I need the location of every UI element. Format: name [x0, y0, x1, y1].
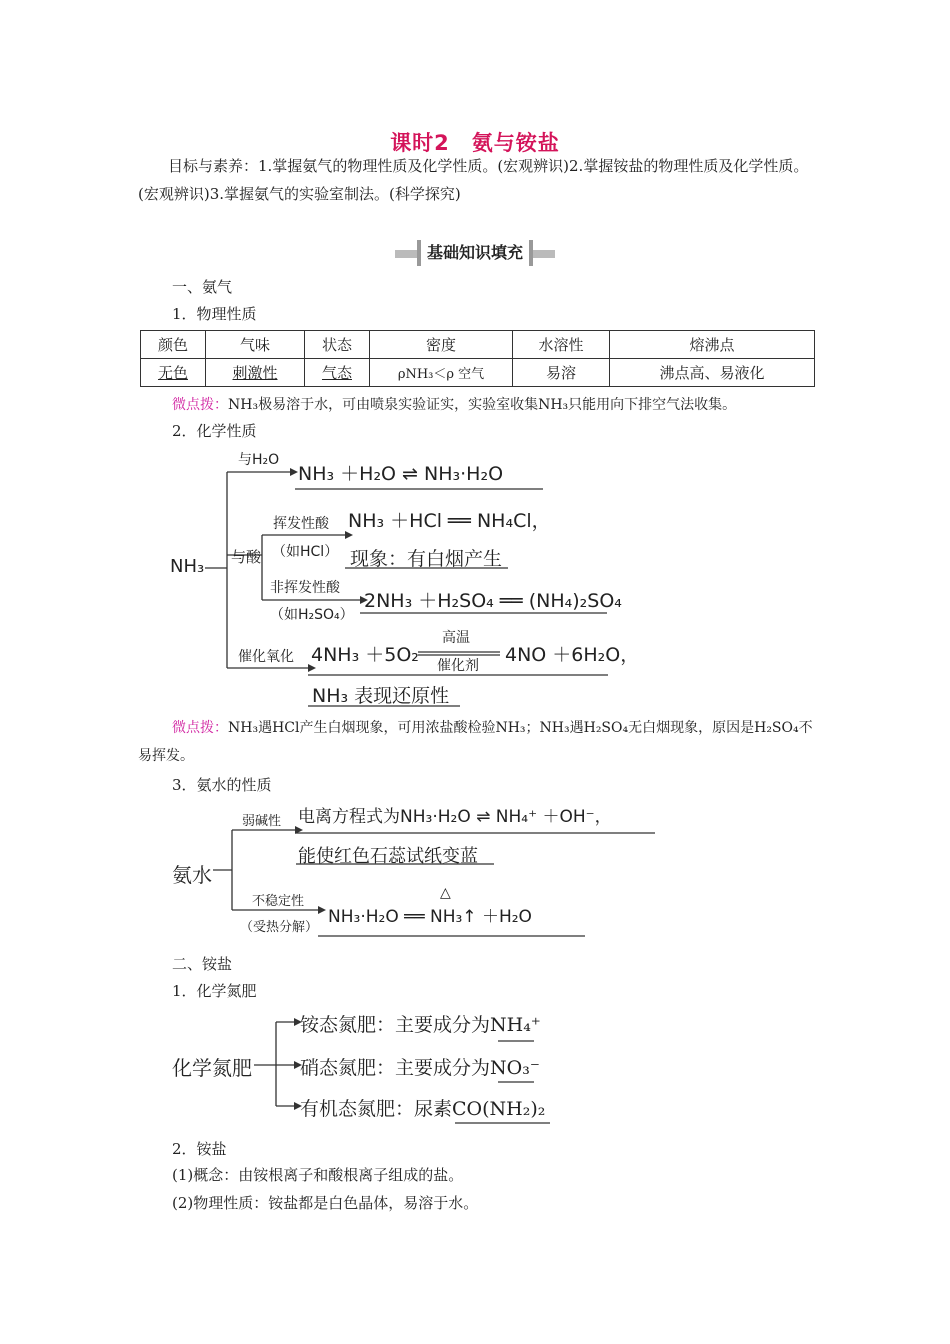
decomposition-equation: NH₃·H₂O ══ NH₃↑ ＋H₂O [328, 907, 532, 927]
table-cell: 易溶 [513, 359, 610, 387]
fertilizer-nitrate: 硝态氮肥：主要成分为NO₃⁻ [300, 1057, 540, 1079]
label-with-water: 与H₂O [238, 452, 280, 468]
equation-h2so4: 2NH₃ ＋H₂SO₄ ══ (NH₄)₂SO₄ [364, 590, 622, 612]
ammonia-water-root: 氨水 [172, 863, 212, 887]
equation-oxidation-left: 4NH₃ ＋5O₂ [311, 644, 419, 666]
equation-hcl: NH₃ ＋HCl ══ NH₄Cl， [348, 510, 551, 532]
table-cell: ρNH₃＜ρ 空气 [370, 359, 513, 387]
tip-text: NH₃遇HCl产生白烟现象，可用浓盐酸检验NH₃；NH₃遇H₂SO₄无白烟现象，原因是H₂SO₄不易挥发。 [138, 720, 813, 764]
table-header: 密度 [370, 331, 513, 359]
fertilizer-root: 化学氮肥 [172, 1056, 252, 1080]
concept-text: (1)概念：由铵根离子和酸根离子组成的盐。 [172, 1166, 464, 1184]
table-cell: 无色 [141, 359, 206, 387]
label-nonvolatile-acid: 非挥发性酸 [270, 580, 340, 596]
table-header: 气味 [206, 331, 305, 359]
heading-ammonium-salts: 2．铵盐 [172, 1140, 227, 1158]
objectives: 目标与素养：1.掌握氨气的物理性质及化学性质。(宏观辨识)2.掌握铵盐的物理性质及化学性质。(宏观辨识)3.掌握氨气的实验室制法。(科学探究) [138, 157, 809, 203]
table-header: 熔沸点 [610, 331, 815, 359]
litmus-text: 能使红色石蕊试纸变蓝 [298, 846, 478, 867]
tip-label: 微点拨： [172, 720, 228, 736]
label-nonvolatile-example: （如H₂SO₄） [270, 607, 354, 623]
table-cell: 刺激性 [206, 359, 305, 387]
label-unstable: 不稳定性 [252, 894, 305, 909]
physical-properties-text: (2)物理性质：铵盐都是白色晶体，易溶于水。 [172, 1194, 479, 1212]
table-header: 颜色 [141, 331, 206, 359]
equation-oxidation-right: 4NO ＋6H₂O， [505, 644, 640, 666]
fertilizer-organic: 有机态氮肥：尿素CO(NH₂)₂ [300, 1098, 546, 1120]
heading-ammonia: 一、氨气 [172, 278, 233, 296]
equation-water: NH₃ ＋H₂O ⇌ NH₃·H₂O [298, 463, 504, 485]
heading-ammonium-salt: 二、铵盐 [172, 955, 233, 973]
condition-high-temp: 高温 [442, 630, 470, 646]
heading-ammonia-water: 3．氨水的性质 [172, 776, 272, 794]
tip-text: NH₃极易溶于水，可由喷泉实验证实，实验室收集NH₃只能用向下排空气法收集。 [228, 397, 737, 413]
heat-symbol: △ [440, 885, 451, 901]
ionization-equation: 电离方程式为NH₃·H₂O ⇌ NH₄⁺ ＋OH⁻， [298, 807, 612, 827]
condition-catalyst: 催化剂 [437, 658, 479, 674]
heading-fertilizer: 1．化学氮肥 [172, 982, 257, 1000]
tip-2 [138, 714, 818, 770]
heading-physical: 1．物理性质 [172, 305, 257, 323]
table-header: 水溶性 [513, 331, 610, 359]
fertilizer-ammonium: 铵态氮肥：主要成分为NH₄⁺ [300, 1014, 541, 1036]
label-volatile-acid: 挥发性酸 [273, 516, 329, 532]
phenomenon-text: 现象：有白烟产生 [350, 548, 503, 570]
reducing-text: NH₃ 表现还原性 [312, 685, 450, 707]
label-with-acid: 与酸 [231, 548, 262, 566]
label-volatile-example: （如HCl） [272, 544, 339, 560]
table-cell: 气态 [305, 359, 370, 387]
heading-chemical: 2．化学性质 [172, 422, 257, 440]
label-catalytic-oxidation: 催化氧化 [238, 649, 294, 665]
section-banner-label: 基础知识填充 [417, 240, 533, 266]
table-cell: 沸点高、易液化 [610, 359, 815, 387]
tip-label: 微点拨： [172, 397, 228, 413]
page-title: 课时2 氨与铵盐 [390, 131, 560, 155]
label-weak-base: 弱碱性 [242, 814, 282, 829]
label-heat-decompose: （受热分解） [240, 920, 319, 935]
nh3-root: NH₃ [170, 556, 205, 577]
table-header: 状态 [305, 331, 370, 359]
